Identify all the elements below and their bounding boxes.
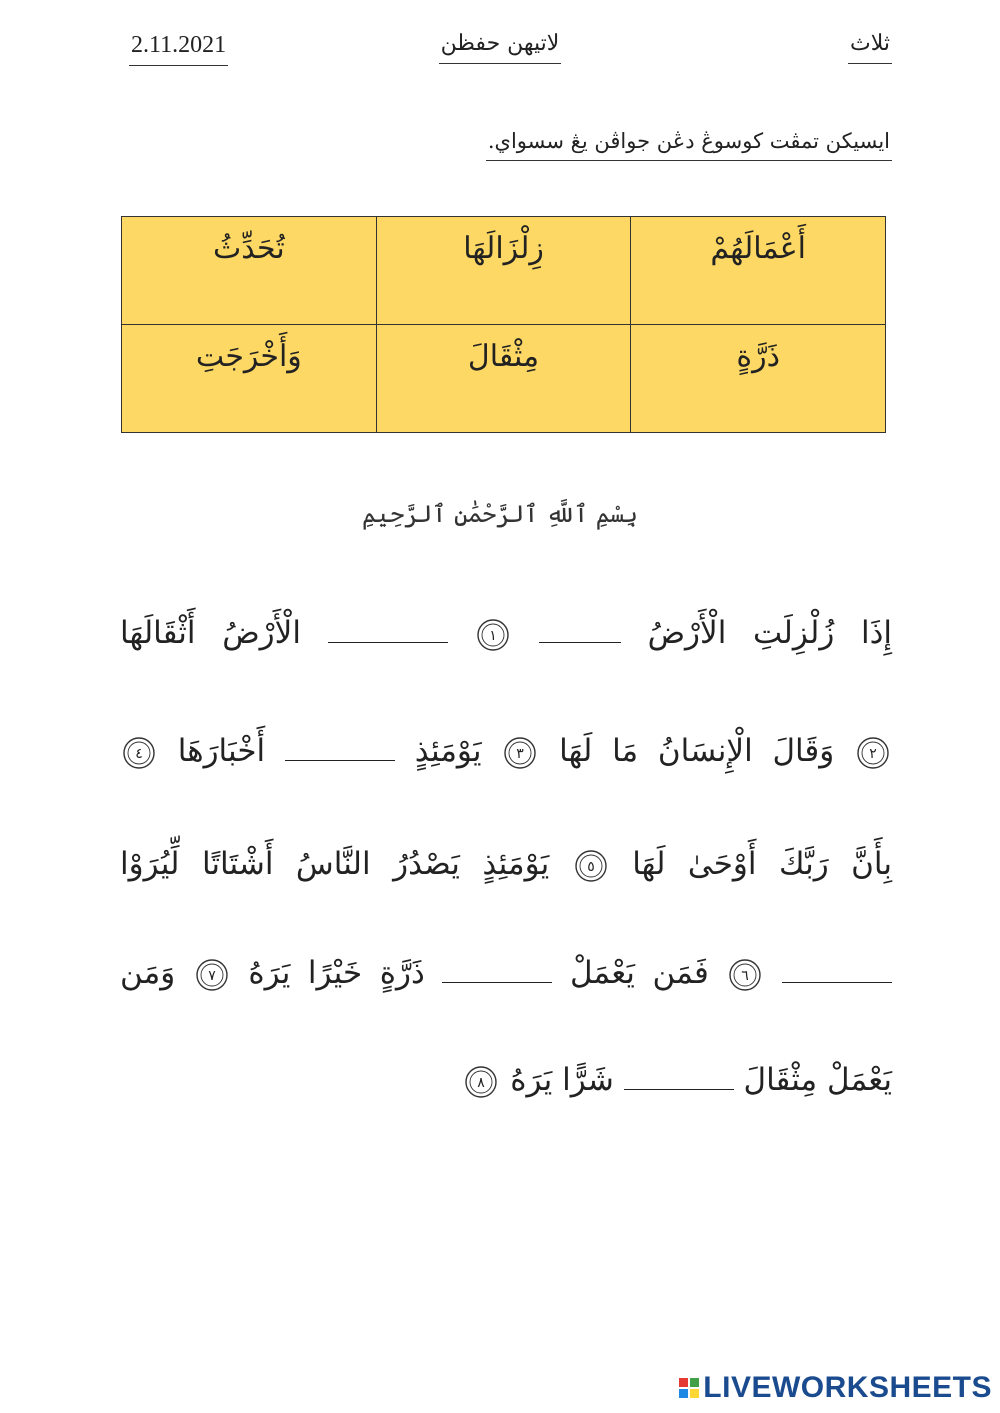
logo-square <box>690 1389 699 1398</box>
ayah-end-marker <box>195 958 229 992</box>
logo-square <box>690 1378 699 1387</box>
ayah-marker-icon <box>476 618 510 652</box>
ayah-marker-icon <box>122 736 156 770</box>
logo-square <box>679 1389 688 1398</box>
verse-line-3 <box>120 846 892 883</box>
answer-blank[interactable] <box>285 734 395 761</box>
basmala: بِسْمِ ٱللَّهِ ٱلرَّحْمَٰنِ ٱلرَّحِيمِ <box>361 500 638 528</box>
ayah-number: ٤ <box>135 745 143 762</box>
ayah-number: ٨ <box>477 1074 486 1091</box>
ayah-end-marker <box>503 736 537 770</box>
ayah-end-marker <box>476 618 510 652</box>
ayah-number: ٣ <box>516 745 525 762</box>
instruction-text: ايسيكن تمڤت كوسوڠ دڠن جواڤن يڠ سسواي. <box>486 127 892 161</box>
word-bank-row <box>122 325 886 433</box>
answer-blank[interactable] <box>442 956 552 983</box>
ayah-end-marker <box>728 958 762 992</box>
ayah-number: ١ <box>489 627 498 644</box>
verse-text: الْأَرْضُ أَثْقَالَهَا <box>120 615 301 651</box>
verse-line-1 <box>120 615 892 652</box>
verse-text: وَمَن <box>120 955 176 991</box>
verse-text: شَرًّا يَرَهُ <box>510 1062 614 1098</box>
ayah-marker-icon <box>856 736 890 770</box>
ayah-end-marker <box>464 1065 498 1099</box>
ayah-number: ٢ <box>869 745 877 762</box>
verse-text: يَوْمَئِذٍ <box>414 733 482 769</box>
worksheet-year-label: ثلاث <box>848 30 892 64</box>
ayah-number: ٧ <box>208 967 216 984</box>
logo-text: LIVEWORKSHEETS <box>703 1371 992 1404</box>
verse-text: وَقَالَ الْإِنسَانُ مَا لَهَا <box>559 733 835 769</box>
answer-blank[interactable] <box>624 1063 734 1090</box>
verse-text: يَعْمَلْ مِثْقَالَ <box>743 1062 892 1098</box>
ayah-number: ٦ <box>741 967 750 984</box>
ayah-marker-icon <box>195 958 229 992</box>
word-bank-cell: تُحَدِّثُ <box>122 217 377 325</box>
word-bank-table <box>121 216 886 433</box>
ayah-marker-icon <box>574 849 608 883</box>
word-bank-cell: مِثْقَالَ <box>376 325 631 433</box>
ayah-marker-icon <box>728 958 762 992</box>
verse-text: ذَرَّةٍ خَيْرًا يَرَهُ <box>248 955 425 991</box>
verse-line-4 <box>120 955 892 992</box>
ayah-end-marker <box>574 849 608 883</box>
word-bank-cell: وَأَخْرَجَتِ <box>122 325 377 433</box>
liveworksheets-logo <box>679 1371 992 1405</box>
ayah-marker-icon <box>503 736 537 770</box>
answer-blank[interactable] <box>539 616 621 643</box>
verse-text: إِذَا زُلْزِلَتِ الْأَرْضُ <box>647 615 893 651</box>
ayah-end-marker <box>856 736 890 770</box>
word-bank-cell: ذَرَّةٍ <box>631 325 886 433</box>
ayah-marker-icon <box>464 1065 498 1099</box>
ayah-number: ٥ <box>586 858 595 875</box>
verse-text: يَوْمَئِذٍ يَصْدُرُ النَّاسُ أَشْتَاتًا لِّيُرَوْا <box>120 846 550 882</box>
verse-text: بِأَنَّ رَبَّكَ أَوْحَىٰ لَهَا <box>632 846 893 882</box>
answer-blank[interactable] <box>782 956 892 983</box>
word-bank-cell: أَعْمَالَهُمْ <box>631 217 886 325</box>
verse-line-5 <box>462 1062 892 1099</box>
worksheet-title: لاتيهن حفظن <box>439 30 562 64</box>
word-bank-cell: زِلْزَالَهَا <box>376 217 631 325</box>
answer-blank[interactable] <box>328 616 448 643</box>
verse-text: أَخْبَارَهَا <box>177 733 266 769</box>
worksheet-date: 2.11.2021 <box>129 30 228 66</box>
logo-mark-icon <box>679 1378 699 1398</box>
verse-text: فَمَن يَعْمَلْ <box>569 955 709 991</box>
logo-square <box>679 1378 688 1387</box>
word-bank-row <box>122 217 886 325</box>
verse-line-2 <box>120 733 892 770</box>
ayah-end-marker <box>122 736 156 770</box>
